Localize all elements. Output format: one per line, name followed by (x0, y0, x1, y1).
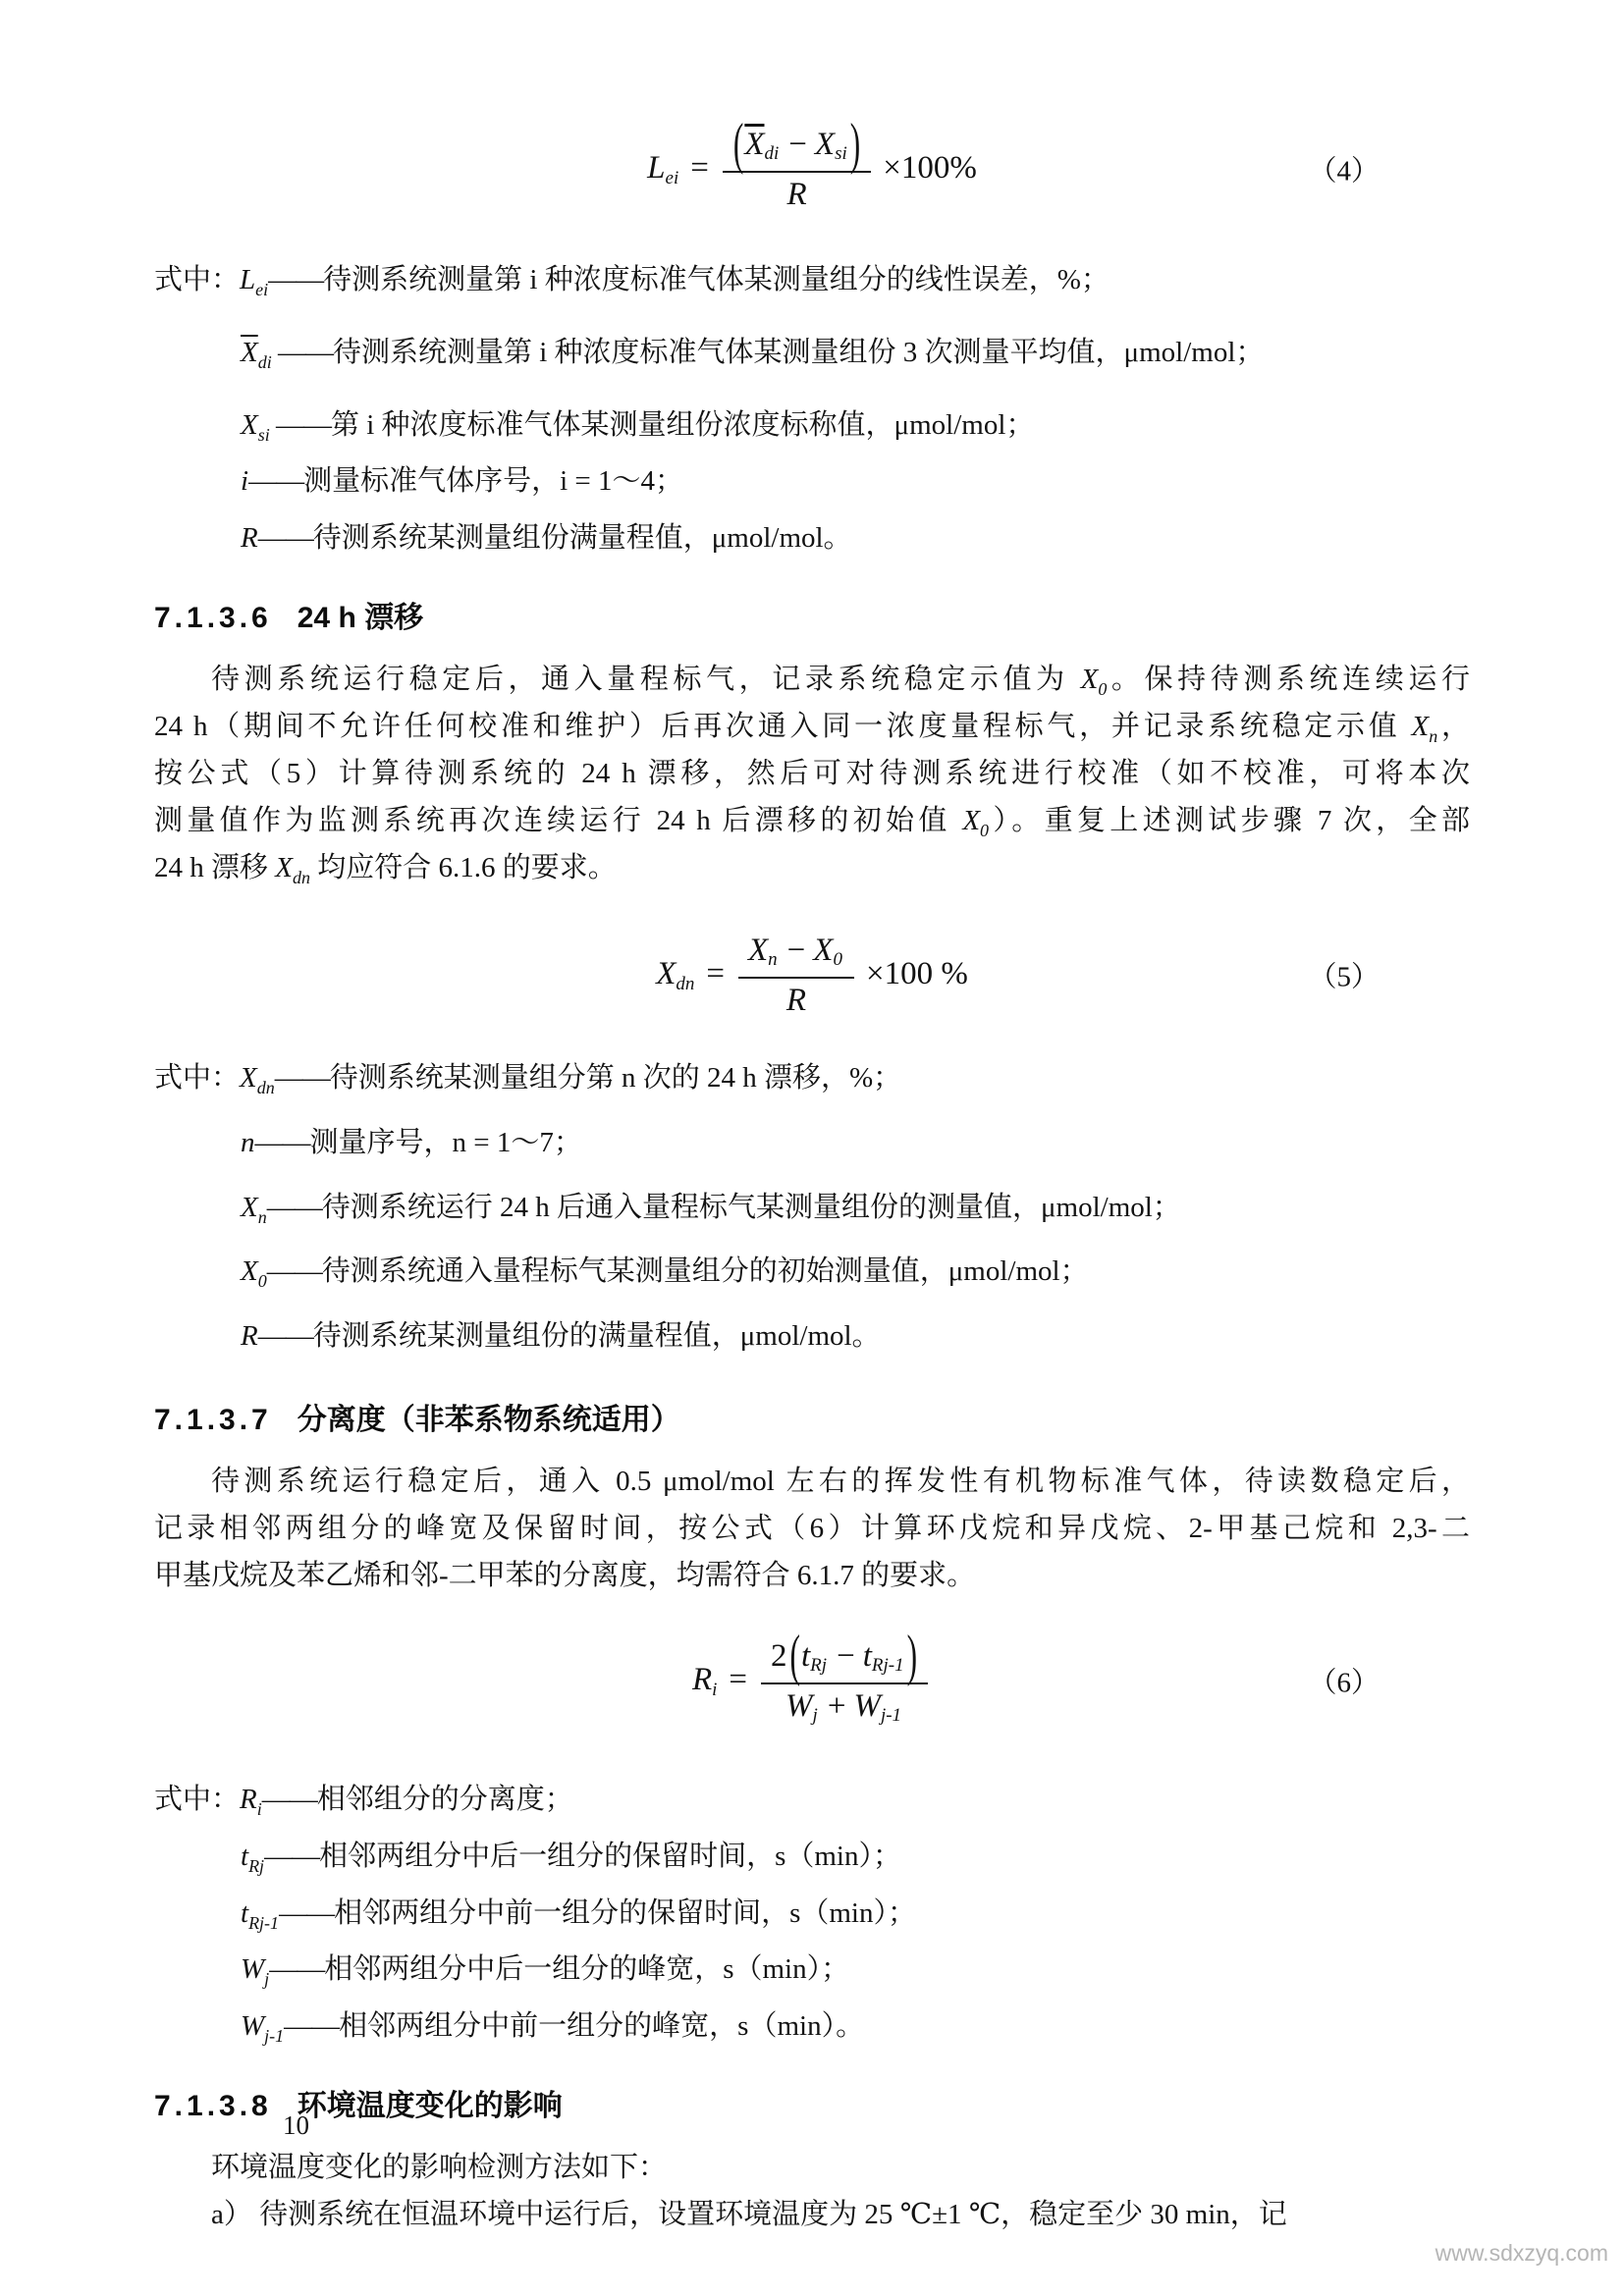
section-heading-7-1-3-7: 7.1.3.7 分离度（非苯系物系统适用） (154, 1403, 680, 1436)
formula-6-label: （6） (1308, 1667, 1380, 1699)
formula-4-fraction: ( $\overline{X}$ $_{di}$ − X $_{si}$ ) R (723, 125, 871, 213)
formula-where-label: 式中： (154, 1061, 241, 1094)
paragraph-line: 环境温度变化的影响检测方法如下： (211, 2151, 668, 2183)
page-number: 10 (283, 2110, 309, 2140)
paragraph-line: 24 h 漂移 $X_{dn}$ 均应符合 6.1.6 的要求。 (154, 851, 617, 887)
definition-item: 式中： $R_i$ —— 相邻组分的分离度； (154, 1776, 1470, 1833)
definition-list-3 (154, 1776, 1470, 2059)
formula-6-fraction: 2 ( t $_{Rj}$ − t $_{Rj-1}$ ) W $_j$ + W $_{j-1}$ (761, 1636, 928, 1725)
definition-item: $W_{j-1}$ —— 相邻两组分中前一组分的峰宽，s（min）。 (241, 2010, 865, 2046)
definition-list-2 (154, 1050, 1470, 1373)
list-item-a: a） 待测系统在恒温环境中运行后，设置环境温度为 25 ℃±1 ℃，稳定至少 30 min，记 (211, 2198, 1287, 2230)
definition-item: $\overline{X}_{di}$ —— 待测系统测量第 i 种浓度标准气体某测量组份 3 次测量平均值，μmol/mol； (241, 336, 1265, 372)
section-heading-7-1-3-8: 7.1.3.8 环境温度变化的影响 (154, 2089, 563, 2122)
definition-item: n —— 测量序号，n = 1～7； (241, 1126, 582, 1158)
definition-item: $t_{Rj-1}$ —— 相邻两组分中前一组分的保留时间，s（min）； (241, 1896, 916, 1933)
definition-item: 式中： $X_{dn}$ —— 待测系统某测量组分第 n 次的 24 h 漂移，%； (154, 1050, 1470, 1115)
formula-5 (154, 921, 1470, 1029)
paragraph-line: 测量值作为监测系统再次连续运行 24 h 后漂移的初始值 $X_0$）。重复上述测试步骤 7 次，全部 (154, 804, 1470, 840)
definition-item: R —— 待测系统某测量组份的满量程值，μmol/mol。 (241, 1320, 881, 1353)
section-heading-7-1-3-6: 7.1.3.6 24 h 漂移 (154, 601, 424, 634)
paragraph-line: 待测系统运行稳定后，通入 0.5 μmol/mol 左右的挥发性有机物标准气体，待读数稳定后， (211, 1465, 1470, 1497)
formula-6-expression: R $_i$ = 2 ( t $_{Rj}$ − t $_{Rj-1}$ ) W $_j$ + W $_{j-1}$ (692, 1636, 932, 1725)
definition-item: $X_n$ —— 待测系统运行 24 h 后通入量程标气某测量组份的测量值，μmol/mol； (241, 1191, 1181, 1227)
definition-item: $X_{si}$ —— 第 i 种浓度标准气体某测量组份浓度标称值，μmol/mol； (241, 408, 1035, 445)
formula-5-fraction: X $_n$ − X $_0$ R (738, 931, 854, 1019)
definition-list-1 (154, 256, 1470, 571)
paragraph-resolution (154, 1458, 1470, 1599)
formula-4 (154, 102, 1470, 235)
definition-item: R —— 待测系统某测量组份满量程值，μmol/mol。 (241, 522, 852, 555)
definition-item: $X_0$ —— 待测系统通入量程标气某测量组分的初始测量值，μmol/mol； (241, 1255, 1089, 1292)
formula-4-expression: L $_{ei}$ = ( $\overline{X}$ $_{di}$ − X $_{si}$ ) R ×100% (647, 111, 977, 212)
formula-where-label: 式中： (154, 264, 241, 295)
paragraph-line: 按公式（5）计算待测系统的 24 h 漂移，然后可对待测系统进行校准（如不校准，可将本次 (154, 757, 1470, 789)
paragraph-line: 记录相邻两组分的峰宽及保留时间，按公式（6）计算环戊烷和异戊烷、2-甲基己烷和 2,3-二 (154, 1512, 1470, 1544)
paragraph-line: 24 h（期间不允许任何校准和维护）后再次通入同一浓度量程标气，并记录系统稳定示值 $X_n$， (154, 710, 1470, 746)
formula-4-label: （4） (1308, 155, 1380, 187)
formula-where-label: 式中： (154, 1783, 241, 1815)
definition-item: 式中： $L_{ei}$ —— 待测系统测量第 i 种浓度标准气体某测量组分的线性误差，%； (154, 256, 1470, 313)
paragraph-24h-drift (154, 656, 1470, 891)
paragraph-line: 甲基戊烷及苯乙烯和邻-二甲苯的分离度，均需符合 6.1.7 的要求。 (154, 1559, 976, 1591)
formula-6 (154, 1607, 1470, 1754)
definition-item: i —— 测量标准气体序号，i = 1～4； (241, 465, 683, 498)
formula-5-label: （5） (1308, 961, 1380, 993)
formula-4-lhs: L (647, 150, 666, 186)
watermark: www.sdxzyq.com (1435, 2240, 1608, 2266)
definition-item: $t_{Rj}$ —— 相邻两组分中后一组分的保留时间，s（min）； (241, 1840, 901, 1876)
paragraph-line: 待测系统运行稳定后，通入量程标气，记录系统稳定示值为 $X_0$。保持待测系统连续运行 (211, 663, 1470, 699)
definition-item: $W_j$ —— 相邻两组分中后一组分的峰宽，s（min）； (241, 1953, 850, 1990)
paragraph-temperature (154, 2144, 1470, 2238)
formula-5-expression: X $_{dn}$ = X $_n$ − X $_0$ R ×100 % (656, 932, 968, 1018)
